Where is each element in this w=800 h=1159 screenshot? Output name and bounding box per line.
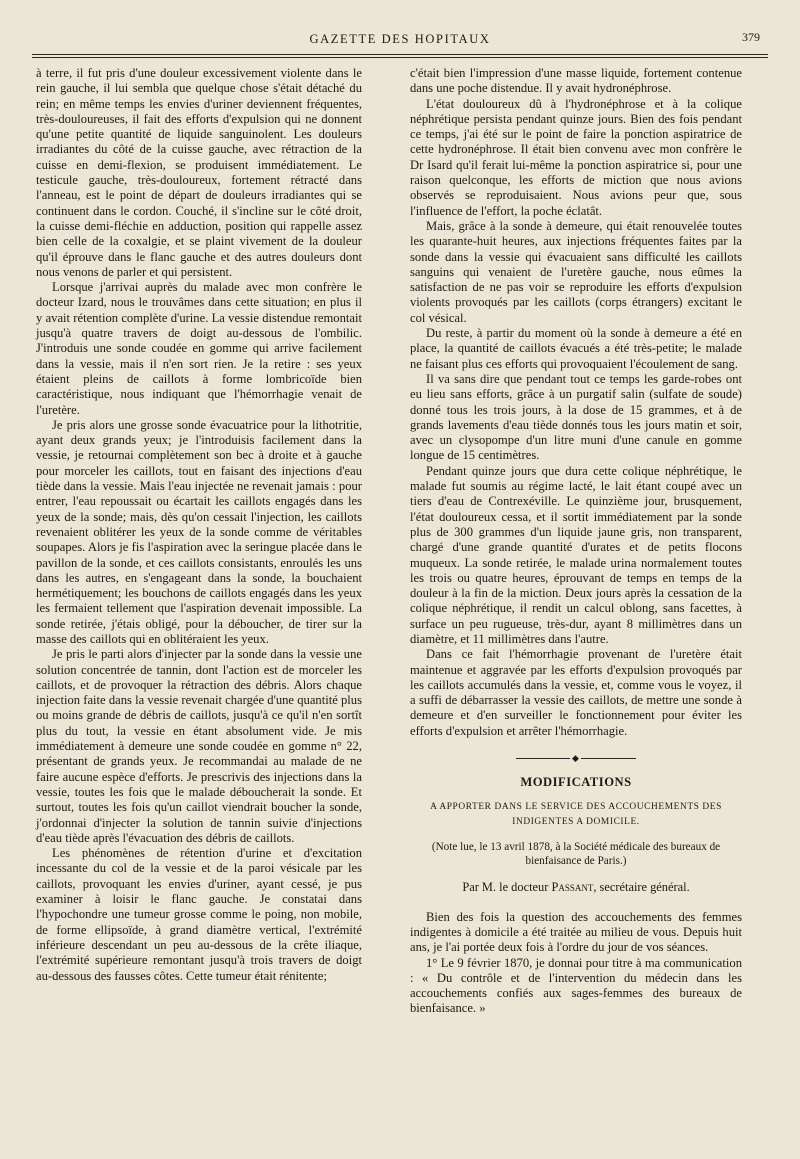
right-column [410, 66, 742, 1017]
paragraph: Lorsque j'arrivai auprès du malade avec mon confrère le docteur Izard, nous le trouvâmes dans cette situation; en plus il y avait rétention complète d'urine. La vessie distendue remontait jusqu'à quatre travers de doigt au-dessous de l'ombilic. J'introduis une sonde coudée en gomme qui arrive facilement dans la vessie, mais il n'en sort rien. Je la retire : ses yeux étaient pleins de caillots à forme lombricoïde bien caractéristique, nous indiquant que l'hémorrhagie venait de l'uretère. [36, 280, 362, 417]
journal-title: GAZETTE DES HOPITAUX [309, 32, 491, 46]
paragraph: Il va sans dire que pendant tout ce temps les garde-robes ont eu lieu sans efforts, grâce à un purgatif salin (sulfate de soude) donné tous les trois jours, à la dose de 15 grammes, et à de grands lavements d'eau tiède donnés tous les jours matin et soir, avec un clysopompe d'un litre muni d'une canule en gomme longue de 15 centimètres. [410, 371, 742, 463]
paragraph: Je pris alors une grosse sonde évacuatrice pour la lithotritie, ayant deux grands yeux; je l'introduisis facilement dans la vessie, je retournai complètement son bec à droite et à gauche pour morceler les caillots, tout en faisant des injections d'eau tiède dans la vessie. Mais l'eau injectée ne revenait jamais : pour entrer, l'eau repoussait ou écartait les caillots engagés dans les yeux de la sonde; mais, dès qu'on cessait l'injection, les caillots revenaient oblitérer les yeux de la sonde comme de véritables soupapes. Alors je fis l'aspiration avec la seringue placée dans le pavillon de la sonde, et ces caillots consistants, enroulés les uns dans les autres, en s'engageant dans la sonde, la bouchaient hermétiquement; les bouchons de caillots engagés dans les yeux les fermaient tellement que l'aspiration devenait impossible. La sonde retirée, j'étais obligé, pour la déboucher, de tirer sur la masse des caillots qui en oblitéraient les yeux. [36, 417, 362, 646]
article-note: (Note lue, le 13 avril 1878, à la Société médicale des bureaux de bienfaisance de Paris.) [431, 841, 721, 868]
running-head [28, 30, 772, 52]
article-heading: MODIFICATIONS [520, 775, 632, 790]
paragraph: c'était bien l'impression d'une masse liquide, fortement contenue dans une poche distendue. Il y avait hydronéphrose. [410, 66, 742, 96]
paragraph: Pendant quinze jours que dura cette colique néphrétique, le malade fut soumis au régime lacté, le lait étant coupé avec un tiers d'eau de Contrexéville. Le quinzième jour, brusquement, l'état douloureux cessa, et il sortit immédiatement par la sonde plus de 300 grammes d'un liquide jaune gris, non transparent, chargé d'une grande quantité d'urates et de petits flocons muqueux. La sonde retirée, le malade urina normalement toutes les trois ou quatre heures, éprouvant de temps en temps de la douleur à la fin de la miction. Deux jours après la cessation de la colique néphrétique, il rendit un calcul oblong, sans facettes, à surface un peu rugueuse, très-dur, ayant 8 millimètres dans un diamètre, et 11 millimètres dans l'autre. [410, 463, 742, 646]
paragraph: Je pris le parti alors d'injecter par la sonde dans la vessie une solution concentrée de tannin, dont l'action est de morceler les caillots, et de provoquer la rétraction des débris. Alors chaque injection faite dans la vessie revenait chargée d'une quantité plus ou moins grande de débris de caillots, jusqu'à ce qu'il n'en sortît plus du tout, la vessie en étant absolument vide. Je mis immédiatement à demeure une sonde coudée en gomme n° 22, présentant de grands yeux. Je recommandai au malade de ne faire aucune espèce d'efforts. Je prescrivis des injections dans la vessie, toutes les fois que le malade déboucherait la sonde. Et surtout, toutes les fois qu'un caillot viendrait boucher la sonde, j'ordonnai d'injecter la solution de tannin suivie d'injections d'eau tiède après l'évacuation des débris de caillots. [36, 647, 362, 845]
paragraph: à terre, il fut pris d'une douleur excessivement violente dans le rein gauche, il lui sembla que quelque chose s'était détaché du rein; en même temps les envies d'uriner deviennent fréquentes, très-douloureuses, il fait des efforts d'expulsion qui ne donnent qu'une petite quantité de liquide sanguinolent. Les douleurs irradiantes du côté de la cuisse gauche, avec rétraction de la cuisse en demi-flexion, se produisent immédiatement. Le testicule gauche, très-douloureux, fortement rétracté dans l'anneau, est le point de départ de douleurs irradiantes qui se continuent dans le cordon. Couché, il s'incline sur le côté droit, la cuisse demi-fléchie en adduction, position qui rappelle assez bien celle de la coxalgie, et se plaint vivement de la douleur qu'il éprouve dans le flanc gauche et des autres douleurs dont nous venons de parler et qui persistent. [36, 66, 362, 279]
byline-prefix: Par M. le docteur [462, 880, 549, 895]
byline-author: Passant [551, 880, 594, 895]
paragraph: Du reste, à partir du moment où la sonde à demeure a été en place, la quantité de caillots évacués a été très-petite; le malade ne faisant plus ces efforts qui provoquaient l'écoulement de sang. [410, 326, 742, 371]
left-column [36, 66, 362, 984]
section-divider [516, 755, 636, 761]
paragraph: Mais, grâce à la sonde à demeure, qui était renouvelée toutes les quarante-huit heures, aux injections fréquentes faites par la sonde dans la vessie qui évacuaient sans difficulté les caillots sanguins qui venaient de l'uretère gauche, nous eûmes la satisfaction de ne pas voir se reproduire les efforts d'expulsion violents provoqués par les caillots (corps étrangers) excitant le col vésical. [410, 218, 742, 325]
paragraph: L'état douloureux dû à l'hydronéphrose et à la colique néphrétique persista pendant quinze jours. Bien des fois pendant ce temps, j'ai été sur le point de faire la ponction aspiratrice de cette hydronéphrose. Il était bien convenu avec mon confrère le Dr Isard qu'il ferait lui-même la ponction aspiratrice si, pour une raison quelconque, les efforts de miction que nous avions observés se reproduisaient. Nous avions peur que, sous l'influence de l'effort, la poche éclatât. [410, 96, 742, 218]
article-byline [410, 880, 742, 895]
page-number: 379 [742, 30, 760, 44]
paragraph: Les phénomènes de rétention d'urine et d'excitation incessante du col de la vessie et de la paroi vésicale par les caillots, provoquant les envies d'uriner, ayant cessé, je pus examiner à loisir le flanc gauche. Je constatai dans l'hypochondre une tumeur grosse comme le poing, non mobile, de forme ellipsoïde, à grand diamètre vertical, l'extrémité inférieure descendant un peu au-dessous de la crête iliaque, l'extrémité supérieure remontant jusqu'à trois travers de doigt au-dessous des fausses côtes. Cette tumeur était rénitente; [36, 846, 362, 983]
header-rule [32, 54, 768, 58]
paragraph: 1° Le 9 février 1870, je donnai pour titre à ma communication : « Du contrôle et de l'intervention du médecin dans les accouchements confiés aux sages-femmes des bureaux de bienfaisance. » [410, 955, 742, 1016]
paragraph: Dans ce fait l'hémorrhagie provenant de l'uretère était maintenue et aggravée par les efforts d'expulsion provoqués par les caillots accumulés dans la vessie, et, comme vous le voyez, il a suffi de débarrasser la vessie des caillots, de mettre une sonde à demeure et d'en surveiller le fonctionnement pour éviter les efforts d'expulsion et arrêter l'hémorrhagie. [410, 647, 742, 738]
article-subheading: A APPORTER DANS LE SERVICE DES ACCOUCHEMENTS DES INDIGENTES A DOMICILE. [430, 802, 722, 828]
paragraph: Bien des fois la question des accouchements des femmes indigentes à domicile a été traitée au milieu de vous. Depuis huit ans, je l'ai portée deux fois à l'ordre du jour de vos séances. [410, 909, 742, 955]
byline-suffix: , secrétaire général. [593, 880, 690, 895]
